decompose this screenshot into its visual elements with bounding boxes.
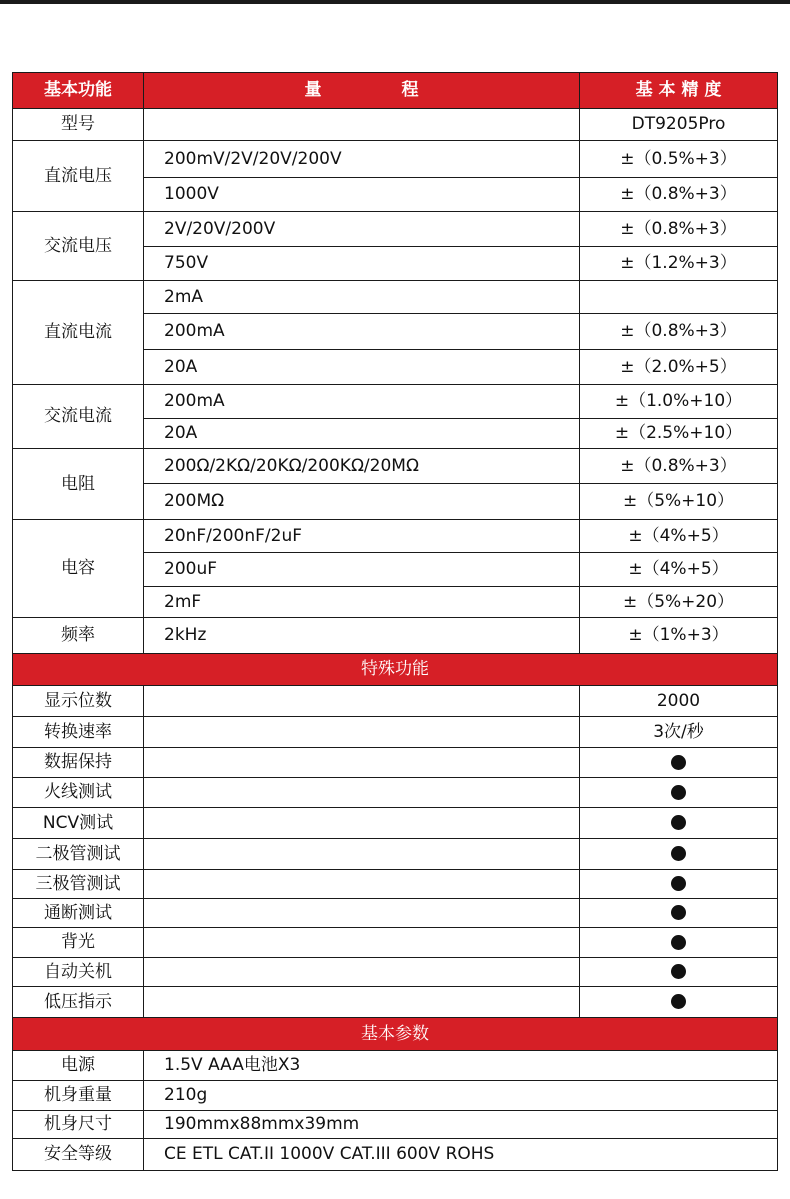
group-name-aca: 交流电流 [13, 385, 144, 449]
section-header-special [13, 654, 778, 686]
group-name-acv: 交流电压 [13, 212, 144, 281]
table-row [13, 520, 778, 553]
accuracy-cell [580, 281, 778, 314]
supported-dot-icon [671, 785, 686, 800]
param-name: 机身重量 [13, 1081, 144, 1111]
accuracy-cell: ±（4%+5） [580, 553, 778, 587]
group-name-capacitance: 电容 [13, 520, 144, 618]
range-cell: 200mA [144, 385, 580, 419]
empty-cell [144, 899, 580, 928]
empty-cell [144, 717, 580, 748]
supported-dot-icon [671, 935, 686, 950]
accuracy-cell: ±（0.8%+3） [580, 314, 778, 350]
feature-value: 3次/秒 [580, 717, 778, 748]
supported-dot-icon [671, 815, 686, 830]
header-row [13, 73, 778, 109]
table-row [13, 928, 778, 958]
model-range-empty [144, 109, 580, 141]
table-row [13, 870, 778, 899]
feature-name: 二极管测试 [13, 839, 144, 870]
supported-dot-icon [671, 994, 686, 1009]
table-row [13, 808, 778, 839]
table-row [13, 899, 778, 928]
feature-name: 显示位数 [13, 686, 144, 717]
table-row [13, 717, 778, 748]
feature-supported [580, 778, 778, 808]
supported-dot-icon [671, 755, 686, 770]
section-header-basic [13, 1018, 778, 1051]
header-range-b: 程 [401, 80, 419, 100]
feature-supported [580, 748, 778, 778]
range-cell: 2V/20V/200V [144, 212, 580, 247]
table-row [13, 958, 778, 987]
table-row [13, 449, 778, 484]
accuracy-cell: ±（0.8%+3） [580, 449, 778, 484]
feature-supported [580, 958, 778, 987]
feature-name: 火线测试 [13, 778, 144, 808]
table-row [13, 1139, 778, 1171]
param-value: 210g [144, 1081, 778, 1111]
accuracy-cell: ±（2.0%+5） [580, 350, 778, 385]
table-row [13, 839, 778, 870]
empty-cell [144, 778, 580, 808]
range-cell: 200MΩ [144, 484, 580, 520]
param-value: 1.5V AAA电池X3 [144, 1051, 778, 1081]
header-range [144, 73, 580, 109]
section-title-special: 特殊功能 [13, 654, 778, 686]
accuracy-cell: ±（5%+10） [580, 484, 778, 520]
range-cell: 200mV/2V/20V/200V [144, 141, 580, 178]
range-cell: 200mA [144, 314, 580, 350]
header-range-a: 量 [304, 80, 322, 100]
model-label: 型号 [13, 109, 144, 141]
accuracy-cell: ±（1.0%+10） [580, 385, 778, 419]
feature-supported [580, 808, 778, 839]
empty-cell [144, 686, 580, 717]
supported-dot-icon [671, 846, 686, 861]
supported-dot-icon [671, 905, 686, 920]
table-row [13, 1111, 778, 1139]
feature-supported [580, 899, 778, 928]
feature-supported [580, 839, 778, 870]
empty-cell [144, 748, 580, 778]
param-name: 机身尺寸 [13, 1111, 144, 1139]
group-name-frequency: 频率 [13, 618, 144, 654]
table-row [13, 987, 778, 1018]
group-name-dca: 直流电流 [13, 281, 144, 385]
feature-supported [580, 987, 778, 1018]
feature-supported [580, 870, 778, 899]
accuracy-cell: ±（0.8%+3） [580, 178, 778, 212]
empty-cell [144, 839, 580, 870]
param-name: 安全等级 [13, 1139, 144, 1171]
range-cell: 2kHz [144, 618, 580, 654]
table-row [13, 385, 778, 419]
accuracy-cell: ±（0.5%+3） [580, 141, 778, 178]
accuracy-cell: ±（2.5%+10） [580, 419, 778, 449]
table-row [13, 281, 778, 314]
range-cell: 1000V [144, 178, 580, 212]
feature-name: 背光 [13, 928, 144, 958]
group-name-dcv: 直流电压 [13, 141, 144, 212]
param-value: 190mmx88mmx39mm [144, 1111, 778, 1139]
param-value: CE ETL CAT.II 1000V CAT.III 600V ROHS [144, 1139, 778, 1171]
range-cell: 750V [144, 247, 580, 281]
empty-cell [144, 987, 580, 1018]
feature-name: NCV测试 [13, 808, 144, 839]
range-cell: 2mA [144, 281, 580, 314]
range-cell: 200uF [144, 553, 580, 587]
table-row [13, 212, 778, 247]
param-name: 电源 [13, 1051, 144, 1081]
accuracy-cell: ±（5%+20） [580, 587, 778, 618]
feature-name: 数据保持 [13, 748, 144, 778]
table-row [13, 618, 778, 654]
empty-cell [144, 870, 580, 899]
accuracy-cell: ±（4%+5） [580, 520, 778, 553]
supported-dot-icon [671, 876, 686, 891]
range-cell: 20A [144, 419, 580, 449]
spec-table [12, 72, 778, 1171]
feature-name: 三极管测试 [13, 870, 144, 899]
range-cell: 2mF [144, 587, 580, 618]
accuracy-cell: ±（1.2%+3） [580, 247, 778, 281]
top-divider [0, 0, 790, 4]
header-function: 基本功能 [13, 73, 144, 109]
feature-name: 转换速率 [13, 717, 144, 748]
group-name-resistance: 电阻 [13, 449, 144, 520]
table-row [13, 686, 778, 717]
section-title-basic: 基本参数 [13, 1018, 778, 1051]
accuracy-cell: ±（0.8%+3） [580, 212, 778, 247]
table-row [13, 778, 778, 808]
table-row [13, 141, 778, 178]
accuracy-cell: ±（1%+3） [580, 618, 778, 654]
supported-dot-icon [671, 964, 686, 979]
feature-supported [580, 928, 778, 958]
range-cell: 20nF/200nF/2uF [144, 520, 580, 553]
header-accuracy: 基 本 精 度 [580, 73, 778, 109]
table-row [13, 1051, 778, 1081]
model-row [13, 109, 778, 141]
range-cell: 20A [144, 350, 580, 385]
feature-name: 自动关机 [13, 958, 144, 987]
range-cell: 200Ω/2KΩ/20KΩ/200KΩ/20MΩ [144, 449, 580, 484]
table-row [13, 748, 778, 778]
feature-name: 通断测试 [13, 899, 144, 928]
model-value: DT9205Pro [580, 109, 778, 141]
feature-value: 2000 [580, 686, 778, 717]
table-row [13, 1081, 778, 1111]
empty-cell [144, 928, 580, 958]
empty-cell [144, 808, 580, 839]
empty-cell [144, 958, 580, 987]
feature-name: 低压指示 [13, 987, 144, 1018]
